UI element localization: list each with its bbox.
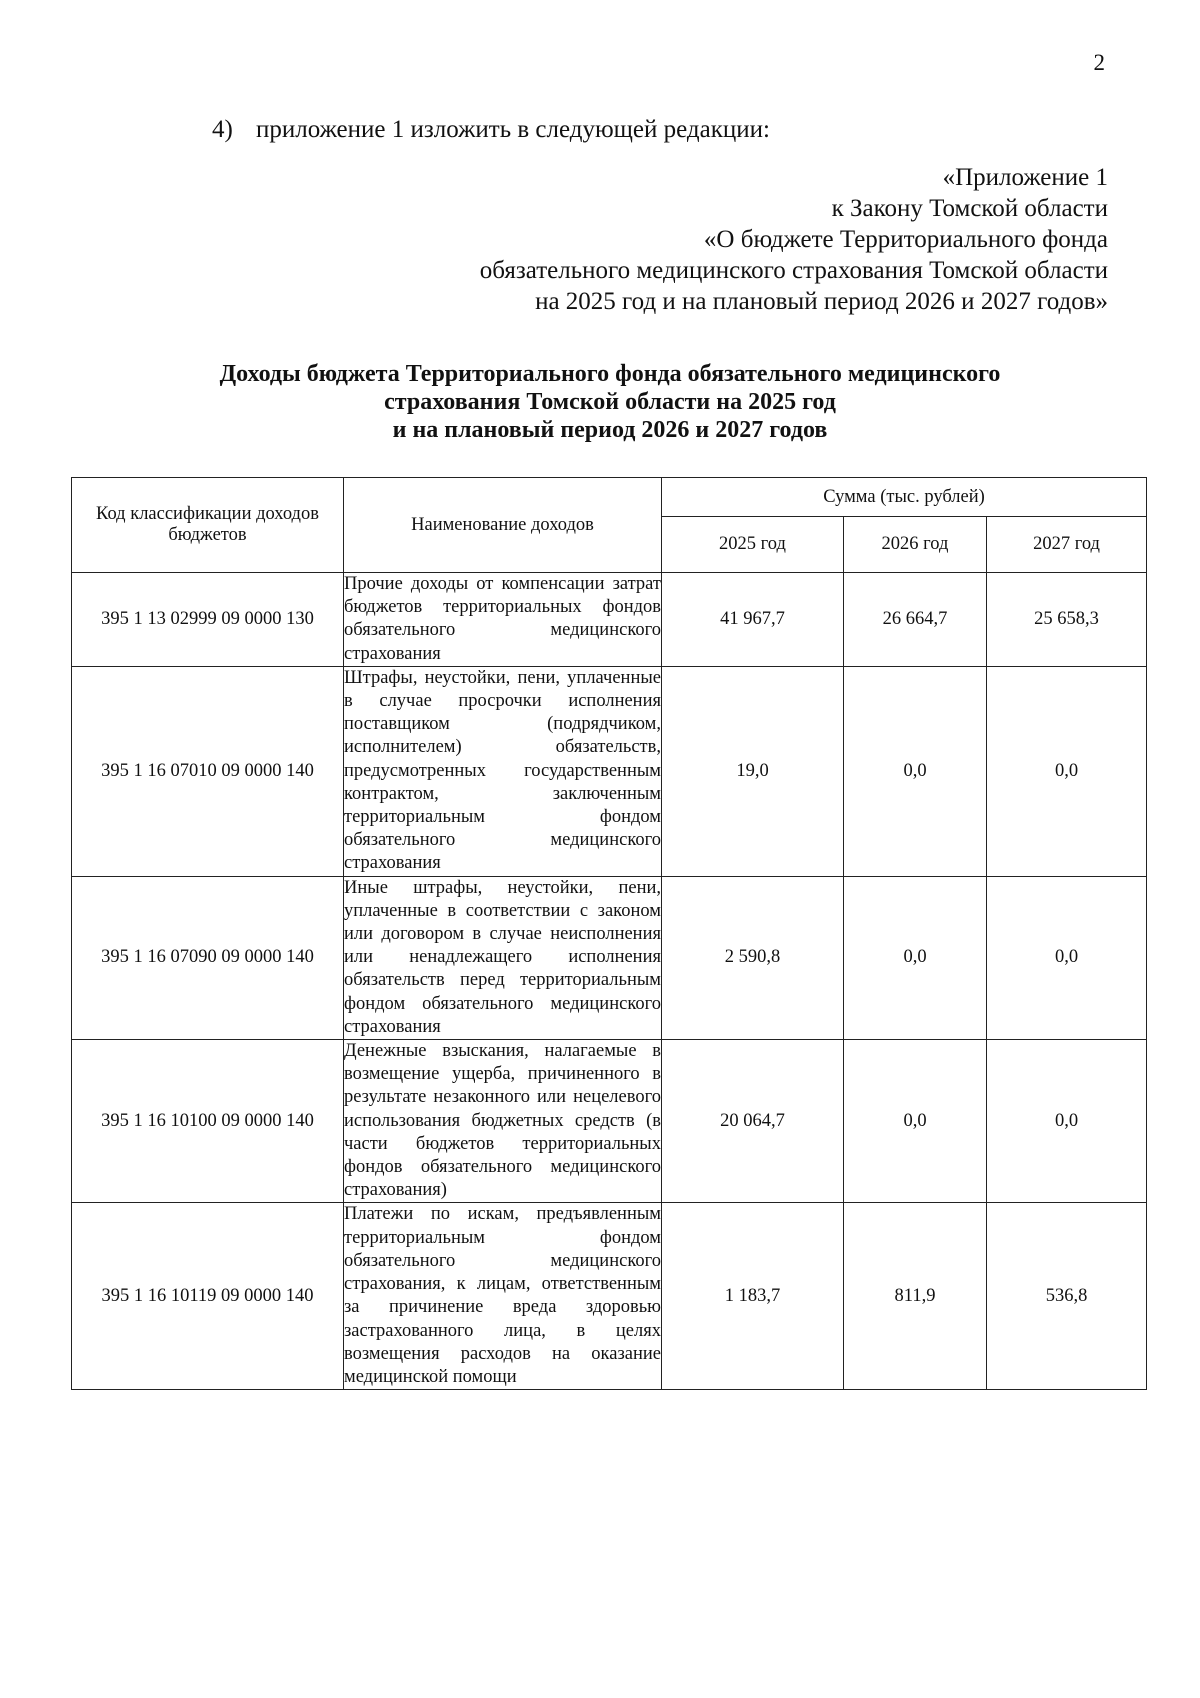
document-title [120,360,1100,444]
income-code: 395 1 13 02999 09 0000 130 [72,573,344,667]
table-row [72,1203,1147,1390]
amount-2027: 0,0 [987,876,1147,1039]
table-row [72,876,1147,1039]
table-row [72,573,1147,667]
appendix-ref-line: на 2025 год и на плановый период 2026 и 2027 годов» [535,288,1108,315]
amount-2026: 26 664,7 [844,573,987,667]
income-table [71,477,1147,1390]
income-name: Денежные взыскания, налагаемые в возмещение ущерба, причиненного в результате незаконного или нецелевого использования бюджетных средств (в части бюджетов территориальных фондов обязательного медицинского страхования) [344,1040,662,1203]
table-row [72,1040,1147,1203]
income-code: 395 1 16 07090 09 0000 140 [72,876,344,1039]
income-code: 395 1 16 07010 09 0000 140 [72,666,344,876]
amount-2027: 0,0 [987,1040,1147,1203]
amount-2026: 0,0 [844,666,987,876]
amount-2025: 2 590,8 [662,876,844,1039]
amount-2027: 25 658,3 [987,573,1147,667]
amendment-text: приложение 1 изложить в следующей редакции: [256,116,770,143]
amendment-item [212,116,770,144]
amount-2025: 1 183,7 [662,1203,844,1390]
appendix-ref-line: обязательного медицинского страхования Томской области [479,257,1108,284]
amount-2026: 811,9 [844,1203,987,1390]
appendix-ref-line: «Приложение 1 [942,164,1108,191]
header-code: Код классификации доходов бюджетов [72,478,344,573]
appendix-reference [480,162,1108,317]
amount-2026: 0,0 [844,876,987,1039]
income-name: Платежи по искам, предъявленным территориальным фондом обязательного медицинского страхования, к лицам, ответственным за причинение вреда здоровью застрахованного лица, в целях возмещения расходов на оказание медицинской помощи [344,1203,662,1390]
amount-2027: 536,8 [987,1203,1147,1390]
page-number: 2 [1093,50,1105,75]
income-code: 395 1 16 10100 09 0000 140 [72,1040,344,1203]
header-sum: Сумма (тыс. рублей) [662,478,1147,517]
table-row [72,666,1147,876]
amount-2025: 19,0 [662,666,844,876]
amount-2025: 20 064,7 [662,1040,844,1203]
amount-2027: 0,0 [987,666,1147,876]
header-year-2026: 2026 год [844,517,987,573]
header-year-2027: 2027 год [987,517,1147,573]
title-line: Доходы бюджета Территориального фонда обязательного медицинского [219,361,1001,387]
amount-2025: 41 967,7 [662,573,844,667]
income-code: 395 1 16 10119 09 0000 140 [72,1203,344,1390]
title-line: страхования Томской области на 2025 год [384,389,836,415]
income-name: Прочие доходы от компенсации затрат бюджетов территориальных фондов обязательного медицинского страхования [344,573,662,667]
appendix-ref-line: «О бюджете Территориального фонда [703,226,1108,253]
appendix-ref-line: к Закону Томской области [831,195,1108,222]
title-line: и на плановый период 2026 и 2027 годов [392,417,828,443]
header-year-2025: 2025 год [662,517,844,573]
income-name: Иные штрафы, неустойки, пени, уплаченные в соответствии с законом или договором в случае неисполнения или ненадлежащего исполнения обязательств перед территориальным фондом обязательного медицинского страхования [344,876,662,1039]
amount-2026: 0,0 [844,1040,987,1203]
amendment-number: 4) [212,116,233,143]
income-name: Штрафы, неустойки, пени, уплаченные в случае просрочки исполнения поставщиком (подрядчиком, исполнителем) обязательств, предусмотренных государственным контрактом, заключенным территориальным фондом обязательного медицинского страхования [344,666,662,876]
header-name: Наименование доходов [344,478,662,573]
